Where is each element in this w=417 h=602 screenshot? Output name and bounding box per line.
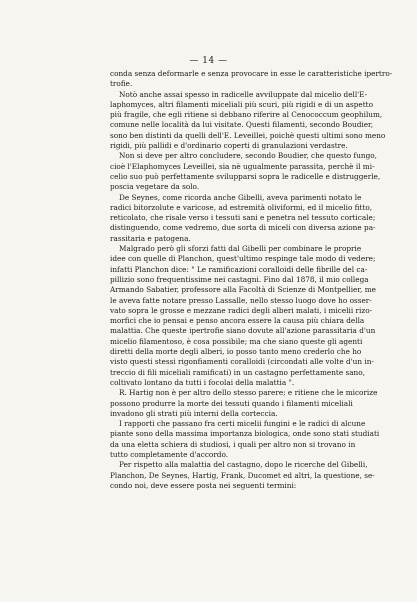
text-line: morfici che io pensai e penso ancora essere la causa più chiara della <box>110 316 365 326</box>
text-line: De Seynes, come ricorda anche Gibelli, aveva parimenti notato le <box>119 192 362 202</box>
text-line: coltivato lontano da tutti i focolai della malattia ". <box>110 377 295 387</box>
body-text <box>110 69 393 491</box>
text-line: reticolato, che risale verso i tessuti sani e penetra nel tessuto corticale; <box>110 213 376 223</box>
text-line: laphomyces, altri filamenti miceliali più scuri, più rigidi e di un aspetto <box>110 99 373 109</box>
text-line: possono produrre la morte dei tessuti quando i filamenti miceliali <box>110 398 353 408</box>
text-line: poscia vegetare da solo. <box>110 182 200 192</box>
text-line: piante sono della massima importanza biologica, onde sono stati studiati <box>110 429 380 439</box>
text-line: malattia. Che queste ipertrofie siano dovute all'azione parassitaria d'un <box>110 326 376 336</box>
text-line: idee con quelle di Planchon, quest'ultimo respinge tale modo di vedere; <box>110 254 376 264</box>
text-line: celio suo può perfettamente svilupparsi sopra le radicelle e distruggerle, <box>110 171 381 181</box>
text-line: micelio filamentoso, è cosa possibile; ma che siano queste gli agenti <box>110 336 363 346</box>
text-line: rassitaria e patogena. <box>110 233 191 243</box>
text-line: conda senza deformarle e senza provocare in esse le caratteristiche ipertro- <box>110 69 393 78</box>
text-line: I rapporti che passano fra certi micelii fungini e le radici di alcune <box>119 419 366 429</box>
text-line: più fragile, che egli ritiene si debbano riferire al Cenococcum geophilum, <box>110 110 383 120</box>
text-line: radici bitorzolute e varicose, ad estremità oliviformi, ed il micelio fitto, <box>110 202 373 212</box>
text-line: invadono gli strati più interni della corteccia. <box>110 408 278 418</box>
text-line: da una eletta schiera di studiosi, i quali per altro non si trovano in <box>110 439 356 449</box>
text-line: pillizio sono frequentissime nei castagni. Fino dal 1878, il mio collega <box>110 274 369 284</box>
page-number-header: — 14 — <box>189 56 228 66</box>
text-line: vato sopra le grosse e mezzane radici degli alberi malati, i micelii rizo- <box>110 305 373 315</box>
text-line: R. Hartig non è per altro dello stesso parere; e ritiene che le micorize <box>119 388 378 398</box>
text-line: diretti della morte degli alberi, io posso tanto meno crederlo che ho <box>110 347 362 357</box>
text-line: visto questi stessi rigonfiamenti coralloidi (circondati alle volte d'un in- <box>110 357 374 367</box>
text-line: cioè l'Elaphomyces Leveillei, sia nè ugualmente parassita, perchè il mi- <box>110 161 375 171</box>
text-line: le aveva fatte notare presso Lassalle, nello stesso luogo dove ho osser- <box>110 295 372 305</box>
text-line: sono ben distinti da quelli dell'E. Leveillei, poichè questi ultimi sono meno <box>110 130 386 140</box>
text-line: Non si deve per altro concludere, secondo Boudier, che questo fungo, <box>119 151 378 161</box>
text-line: Notò anche assai spesso in radicelle avviluppate dal micelio dell'E- <box>119 89 368 99</box>
text-line: comune nelle località da lui visitate. Questi filamenti, secondo Boudier, <box>110 120 374 130</box>
text-line: Malgrado però gli sforzi fatti dal Gibelli per combinare le proprie <box>119 244 362 254</box>
text-line: trofie. <box>110 79 133 89</box>
text-line: rigidi, più pallidi e d'ordinario coperti di granulazioni verdastre. <box>110 141 348 151</box>
text-line: distinguendo, come vedremo, due sorta di miceli con diversa azione pa- <box>110 223 376 233</box>
text-line: infatti Planchon dice: " Le ramificazioni coralloidi delle fibrille del ca- <box>110 264 368 274</box>
text-line: Armando Sabatier, professore alla Facoltà di Scienze di Montpellier, me <box>110 285 376 295</box>
text-line: tutto completamente d'accordo. <box>110 449 229 459</box>
text-line: Per rispetto alla malattia del castagno, dopo le ricerche del Gibelli, <box>119 460 368 470</box>
text-line: Planchon, De Seynes, Hartig, Frank, Ducomet ed altri, la questione, se- <box>110 470 375 480</box>
text-line: treccio di fili miceliali ramificati) in un castagno perfettamente sano, <box>110 367 365 377</box>
text-line: condo noi, deve essere posta nei seguenti termini: <box>110 480 297 490</box>
